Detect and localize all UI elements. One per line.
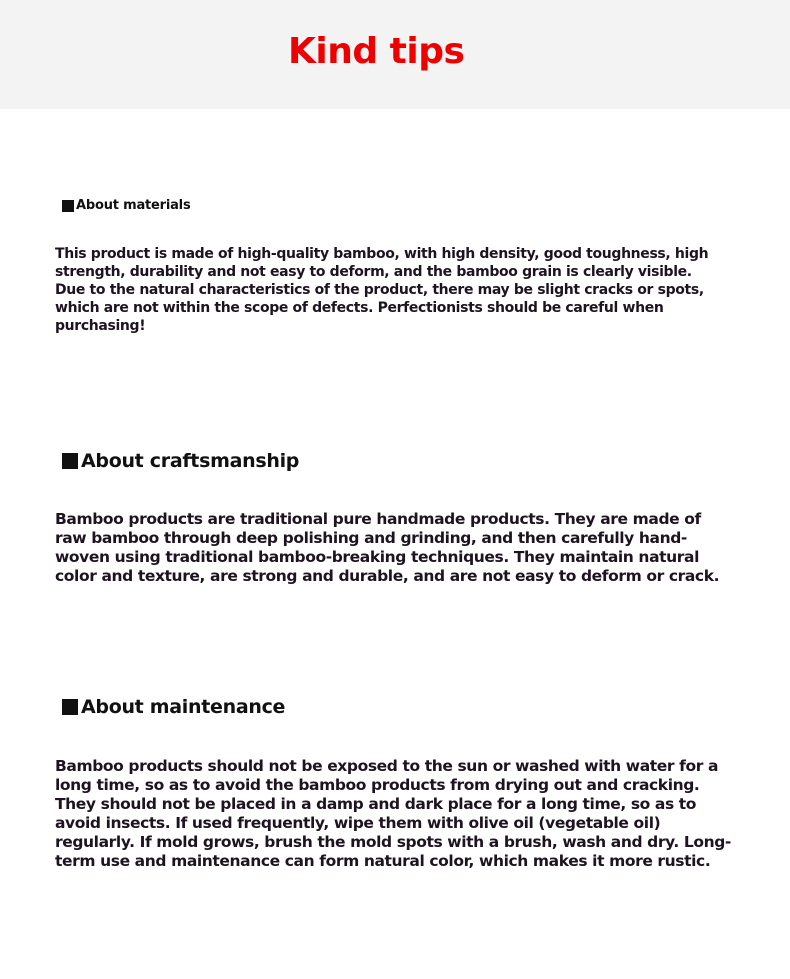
section-heading-maintenance: [62, 694, 285, 720]
section-body-craftsmanship: Bamboo products are traditional pure handmade products. They are made of raw bamboo through deep polishing and grinding, and then carefully hand- woven using traditional bamboo-breaking techniques. They maintain natural color and texture, are strong and durable, and are not easy to deform or crack.: [55, 510, 720, 585]
black-square-icon: [62, 200, 74, 212]
header-banner: [0, 0, 790, 109]
section-heading-maintenance-label: About maintenance: [81, 696, 286, 718]
section-body-materials: This product is made of high-quality bamboo, with high density, good toughness, high strength, durability and not easy to deform, and the bamboo grain is clearly visible. Due to the natural characteristics of the product, there may be slight cracks or spots, which are not within the scope of defects. Perfectionists should be careful when purchasing!: [55, 246, 709, 334]
section-heading-materials: [62, 196, 190, 216]
black-square-icon: [62, 699, 78, 715]
section-heading-craftsmanship-label: About craftsmanship: [81, 450, 300, 472]
section-body-maintenance: Bamboo products should not be exposed to the sun or washed with water for a long time, so as to avoid the bamboo products from drying out and cracking. They should not be placed in a damp and dark place for a long time, so as to avoid insects. If used frequently, wipe them with olive oil (vegetable oil) regularly. If mold grows, brush the mold spots with a brush, wash and dry. Long- term use and maintenance can form natural color, which makes it more rustic.: [55, 757, 731, 870]
black-square-icon: [62, 453, 78, 469]
section-heading-materials-label: About materials: [76, 198, 191, 213]
section-heading-craftsmanship: [62, 448, 299, 474]
page-title: Kind tips: [288, 31, 465, 72]
